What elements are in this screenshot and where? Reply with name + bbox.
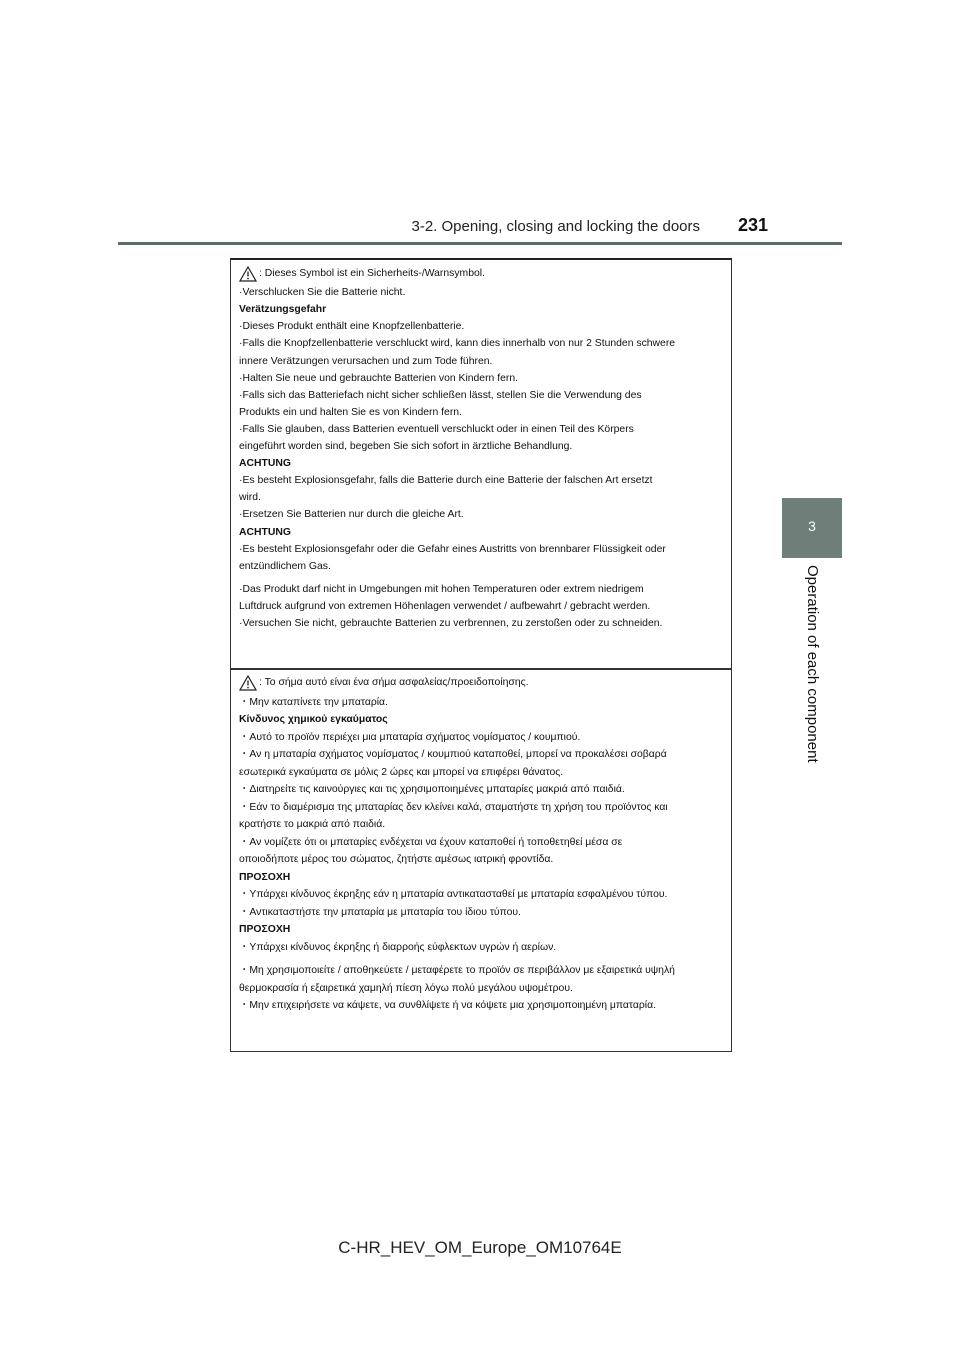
greek-warning-panel <box>231 669 731 1052</box>
header-rule <box>118 242 842 245</box>
chapter-number: 3 <box>808 518 816 534</box>
greek-line: οποιοδήποτε μέρος του σώματος, ζητήστε αμέσως ιατρική φροντίδα. <box>239 854 554 866</box>
german-line: ·Halten Sie neue und gebrauchte Batterien von Kindern fern. <box>239 372 518 384</box>
german-line: eingeführt worden sind, begeben Sie sich sofort in ärztliche Behandlung. <box>239 441 573 453</box>
german-heading: ACHTUNG <box>239 458 291 470</box>
german-line: ·Falls Sie glauben, dass Batterien eventuell verschluckt oder in einen Teil des Körpers <box>239 423 634 435</box>
warning-triangle-icon <box>239 266 257 282</box>
greek-symbol-line <box>239 675 731 691</box>
german-heading: Verätzungsgefahr <box>239 304 327 316</box>
greek-line: ・Αν νομίζετε ότι οι μπαταρίες ενδέχεται να έχουν καταποθεί ή τοποθετηθεί μέσα σε <box>239 836 623 848</box>
german-line: Produkts ein und halten Sie es von Kindern fern. <box>239 406 462 418</box>
greek-line: ・Μην επιχειρήσετε να κάψετε, να συνθλίψετε ή να κόψετε μια χρησιμοποιημένη μπαταρία. <box>239 1000 657 1012</box>
german-line: ·Versuchen Sie nicht, gebrauchte Batterien zu verbrennen, zu zerstoßen oder zu schneiden. <box>239 617 663 629</box>
greek-line: ・Αν η μπαταρία σχήματος νομίσματος / κουμπιού καταποθεί, μπορεί να προκαλέσει σοβαρά <box>239 749 667 761</box>
chapter-tab <box>782 498 842 558</box>
greek-line: εσωτερικά εγκαύματα σε μόλις 2 ώρες και μπορεί να επιφέρει θάνατος. <box>239 766 564 778</box>
greek-symbol-text: : Το σήμα αυτό είναι ένα σήμα ασφαλείας/προειδοποίησης. <box>259 676 529 688</box>
greek-heading: Κίνδυνος χημικού εγκαύματος <box>239 714 388 726</box>
german-line: ·Dieses Produkt enthält eine Knopfzellenbatterie. <box>239 321 465 333</box>
german-line: Luftdruck aufgrund von extremen Höhenlagen verwendet / aufbewahrt / gebracht werden. <box>239 600 651 612</box>
german-heading: ACHTUNG <box>239 526 291 538</box>
german-line: ·Verschlucken Sie die Batterie nicht. <box>239 287 406 299</box>
chapter-label <box>802 565 822 885</box>
document-code: C-HR_HEV_OM_Europe_OM10764E <box>338 1238 622 1257</box>
chapter-label-text: Operation of each component <box>804 565 821 763</box>
german-warning-panel <box>231 260 731 668</box>
german-symbol-text: : Dieses Symbol ist ein Sicherheits-/Warnsymbol. <box>259 267 485 279</box>
german-line: entzündlichem Gas. <box>239 560 331 572</box>
section-title: 3-2. Opening, closing and locking the doors <box>411 218 700 235</box>
german-line: ·Das Produkt darf nicht in Umgebungen mit hohen Temperaturen oder extrem niedrigem <box>239 583 644 595</box>
greek-line: ・Μην καταπίνετε την μπαταρία. <box>239 696 388 708</box>
german-line: wird. <box>239 492 261 504</box>
page-number: 231 <box>738 215 769 235</box>
greek-line: θερμοκρασία ή εξαιρετικά χαμηλή πίεση λόγω πολύ μεγάλου υψομέτρου. <box>239 982 573 994</box>
greek-line: ・Υπάρχει κίνδυνος έκρηξης ή διαρροής εύφλεκτων υγρών ή αερίων. <box>239 941 557 953</box>
greek-line: ・Αυτό το προϊόν περιέχει μια μπαταρία σχήματος νομίσματος / κουμπιού. <box>239 731 581 743</box>
greek-line: ・Υπάρχει κίνδυνος έκρηξης εάν η μπαταρία αντικατασταθεί με μπαταρία εσφαλμένου τύπου. <box>239 889 668 901</box>
battery-warning-label <box>230 258 732 1052</box>
german-symbol-line <box>239 266 731 282</box>
german-line: ·Falls sich das Batteriefach nicht sicher schließen lässt, stellen Sie die Verwendung des <box>239 389 642 401</box>
german-line: ·Ersetzen Sie Batterien nur durch die gleiche Art. <box>239 509 464 521</box>
greek-heading: ΠΡΟΣΟΧΗ <box>239 871 291 883</box>
german-line: ·Es besteht Explosionsgefahr oder die Gefahr eines Austritts von brennbarer Flüssigkeit oder <box>239 543 666 555</box>
greek-line: κρατήστε το μακριά από παιδιά. <box>239 819 386 831</box>
warning-triangle-icon <box>239 675 257 691</box>
greek-line: ・Εάν το διαμέρισμα της μπαταρίας δεν κλείνει καλά, σταματήστε τη χρήση του προϊόντος και <box>239 801 668 813</box>
greek-line: ・Μη χρησιμοποιείτε / αποθηκεύετε / μεταφέρετε το προϊόν σε περιβάλλον με εξαιρετικά υψηλή <box>239 965 675 977</box>
greek-line: ・Αντικαταστήστε την μπαταρία με μπαταρία του ίδιου τύπου. <box>239 906 521 918</box>
german-line: ·Falls die Knopfzellenbatterie verschluckt wird, kann dies innerhalb von nur 2 Stunden schwere <box>239 338 676 350</box>
greek-heading: ΠΡΟΣΟΧΗ <box>239 924 291 936</box>
greek-line: ・Διατηρείτε τις καινούργιες και τις χρησιμοποιημένες μπαταρίες μακριά από παιδιά. <box>239 784 625 796</box>
german-line: ·Es besteht Explosionsgefahr, falls die Batterie durch eine Batterie der falschen Art ersetzt <box>239 475 653 487</box>
german-line: innere Verätzungen verursachen und zum Tode führen. <box>239 355 493 367</box>
